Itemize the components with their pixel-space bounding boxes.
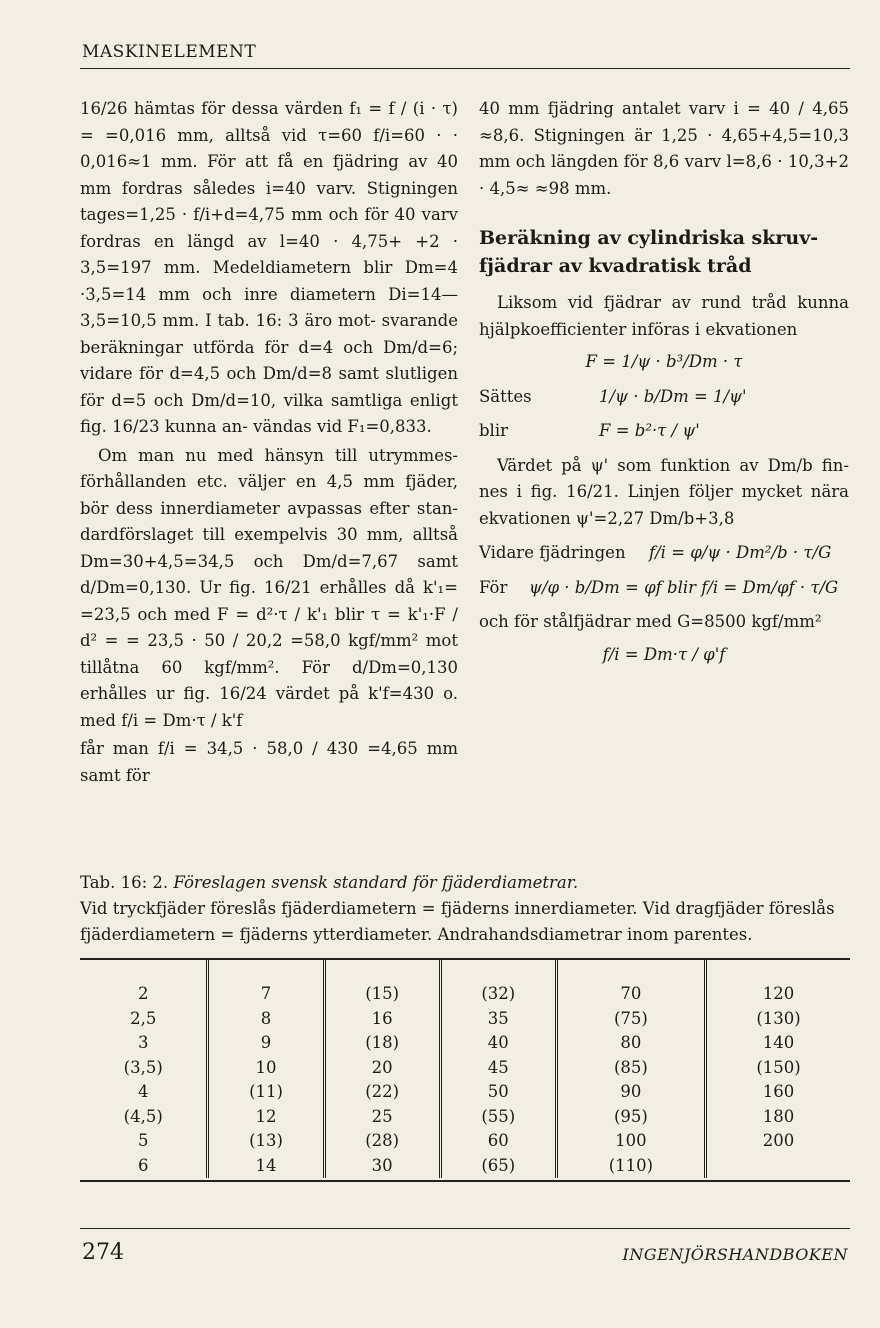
table-cell: (18) <box>365 1033 400 1052</box>
table-cell: (22) <box>365 1082 400 1101</box>
table-cell: (150) <box>756 1057 801 1077</box>
table-caption <box>80 870 850 948</box>
equation-5: ψ/φ · b/Dm = φf blir f/i = Dm/φf · τ/G <box>529 577 839 597</box>
equation-3-row <box>479 418 849 445</box>
table-cell: (15) <box>365 984 400 1003</box>
equation-5-label: För <box>479 577 508 597</box>
table-column-2 <box>208 960 324 1178</box>
equation-2-label: Sättes <box>479 386 532 406</box>
table-cell: 160 <box>762 1082 795 1101</box>
equation-5-row <box>479 575 849 602</box>
table-cell: 20 <box>371 1057 393 1077</box>
equation-3-label: blir <box>479 421 509 440</box>
page-number: 274 <box>82 1240 124 1265</box>
table-cell: (32) <box>481 984 516 1003</box>
table-title: Föreslagen svensk standard för fjäderdiametrar. <box>173 873 579 892</box>
table-cell: (3,5) <box>123 1057 163 1077</box>
running-header: MASKINELEMENT <box>82 42 257 62</box>
table-description: Vid tryckfjäder föreslås fjäderdiametern = fjäderns innerdiameter. Vid dragfjäder föreslås fjäderdiametern = fjäderns ytterdiameter. Andrahandsdiametrar inom parentes. <box>80 899 835 944</box>
table-column-1 <box>80 960 208 1178</box>
table-cell: (11) <box>249 1082 283 1101</box>
table-row <box>80 960 850 1178</box>
table-cell: 140 <box>762 1033 795 1052</box>
table-cell: (13) <box>249 1131 283 1150</box>
left-column <box>80 96 458 791</box>
table-cell: (65) <box>481 1155 516 1175</box>
table-cell: 8 <box>260 1008 272 1028</box>
table-cell: (95) <box>613 1106 648 1126</box>
table-cell: 80 <box>620 1033 642 1052</box>
right-paragraph-2: Värdet på ψ' som funktion av Dm/b fin- nes i fig. 16/21. Linjen följer mycket nära ekvationen ψ'=2,27 Dm/b+3,8 <box>479 455 849 528</box>
equation-4-row <box>479 540 849 567</box>
equation-4: f/i = φ/ψ · Dm²/b · τ/G <box>649 543 832 562</box>
running-footer-title: INGENJÖRSHANDBOKEN <box>622 1245 848 1264</box>
table-cell: 200 <box>762 1131 795 1150</box>
table-cell: 45 <box>487 1057 509 1077</box>
table-cell: (55) <box>481 1106 516 1126</box>
footer-rule <box>80 1228 850 1229</box>
left-paragraph-1: 16/26 hämtas för dessa värden f₁ = f / (i · τ) = =0,016 mm, alltså vid τ=60 f/i=60 · · 0,016≈1 mm. För att få en fjädring av 40 mm fordras således i=40 varv. Stigningen tages=1,25 · f/i+d=4,75 mm och för 40 varv fordras en längd av l=40 · 4,75+ +2 · 3,5=197 mm. Medeldiametern blir Dm=4 ·3,5=14 mm och inre diametern Di=14—3,5=10,5 mm. I tab. 16: 3 äro mot- svarande beräkningar utförda för d=4 och Dm/d=6; vidare för d=4,5 och Dm/d=8 samt slutligen för d=5 och Dm/d=10, vilka samtliga enligt fig. 16/23 kunna an- vändas vid F₁=0,833. <box>80 99 458 436</box>
table-cell: 4 <box>137 1082 149 1101</box>
table-cell: 70 <box>620 984 642 1003</box>
table-cell: 40 <box>487 1033 509 1052</box>
table-cell: 100 <box>615 1131 647 1150</box>
table-cell: 120 <box>762 984 795 1003</box>
table-cell: 2,5 <box>130 1008 157 1028</box>
equation-4-label: Vidare fjädringen <box>479 543 626 562</box>
table-cell: 5 <box>137 1131 149 1150</box>
equation-2: 1/ψ · b/Dm = 1/ψ' <box>599 386 747 406</box>
equation-6: f/i = Dm·τ / φ'f <box>602 644 726 664</box>
table-cell: 2 <box>137 984 149 1003</box>
table-cell: 6 <box>137 1155 149 1175</box>
table-column-6 <box>706 960 851 1178</box>
table-column-5 <box>556 960 705 1178</box>
table-cell: 10 <box>255 1057 277 1077</box>
table-cell: 12 <box>255 1106 277 1126</box>
table-cell: 7 <box>260 984 272 1003</box>
table-cell: (4,5) <box>123 1106 163 1126</box>
table-cell: 25 <box>371 1106 393 1126</box>
table-cell: (130) <box>756 1008 801 1028</box>
table-cell: 180 <box>762 1106 795 1126</box>
table-cell: 9 <box>260 1033 272 1052</box>
right-intro: 40 mm fjädring antalet varv i = 40 / 4,65 ≈8,6. Stigningen är 1,25 · 4,65+4,5=10,3 mm och längden för 8,6 varv l=8,6 · 10,3+2 · 4,5≈ ≈98 mm. <box>479 99 849 198</box>
section-heading: Beräkning av cylindriska skruv- fjädrar av kvadratisk tråd <box>479 227 819 277</box>
table-cell: 14 <box>255 1155 277 1175</box>
table-cell: 30 <box>371 1155 393 1175</box>
table-cell: (85) <box>613 1057 648 1077</box>
equation-1: F = 1/ψ · b³/Dm · τ <box>585 352 743 371</box>
equation-3: F = b²·τ / ψ' <box>599 421 700 440</box>
left-paragraph-2: Om man nu med hänsyn till utrymmes- förhållanden etc. väljer en 4,5 mm fjäder, bör dess innerdiameter avpassas efter stan- dardförslaget till exempelvis 30 mm, alltså Dm=30+4,5=34,5 och Dm/d=7,67 samt d/Dm=0,130. Ur fig. 16/21 erhålles då k'₁= =23,5 och med F = d²·τ / k'₁ blir τ = k'₁·F / d² = = 23,5 · 50 / 20,2 =58,0 kgf/mm² mot tillåtna 60 kgf/mm². För d/Dm=0,130 erhålles ur fig. 16/24 värdet på k'f=430 o. med f/i = Dm·τ / k'f <box>80 445 458 730</box>
header-rule <box>80 68 850 69</box>
right-paragraph-3: och för stålfjädrar med G=8500 kgf/mm² <box>479 612 822 631</box>
table-cell: 50 <box>487 1082 509 1101</box>
table-cell: (28) <box>365 1131 400 1150</box>
table-column-4 <box>440 960 556 1178</box>
right-column <box>479 96 849 674</box>
table-cell: 90 <box>620 1082 642 1101</box>
table-cell: (75) <box>613 1008 648 1028</box>
table-cell: 16 <box>371 1008 393 1028</box>
standard-diameters-table <box>80 958 850 1182</box>
table-cell: (110) <box>608 1155 654 1175</box>
left-paragraph-3: får man f/i = 34,5 · 58,0 / 430 =4,65 mm samt för <box>80 739 458 785</box>
right-paragraph-1: Liksom vid fjädrar av rund tråd kunna hjälpkoefficienter införas i ekvationen <box>479 293 849 339</box>
table-cell: 60 <box>487 1131 509 1150</box>
table-cell: 3 <box>137 1033 149 1052</box>
table-cell: 35 <box>487 1008 509 1028</box>
diameters-grid <box>80 960 850 1178</box>
table-number: Tab. 16: 2. <box>80 873 169 892</box>
equation-2-row <box>479 384 849 411</box>
table-column-3 <box>324 960 440 1178</box>
